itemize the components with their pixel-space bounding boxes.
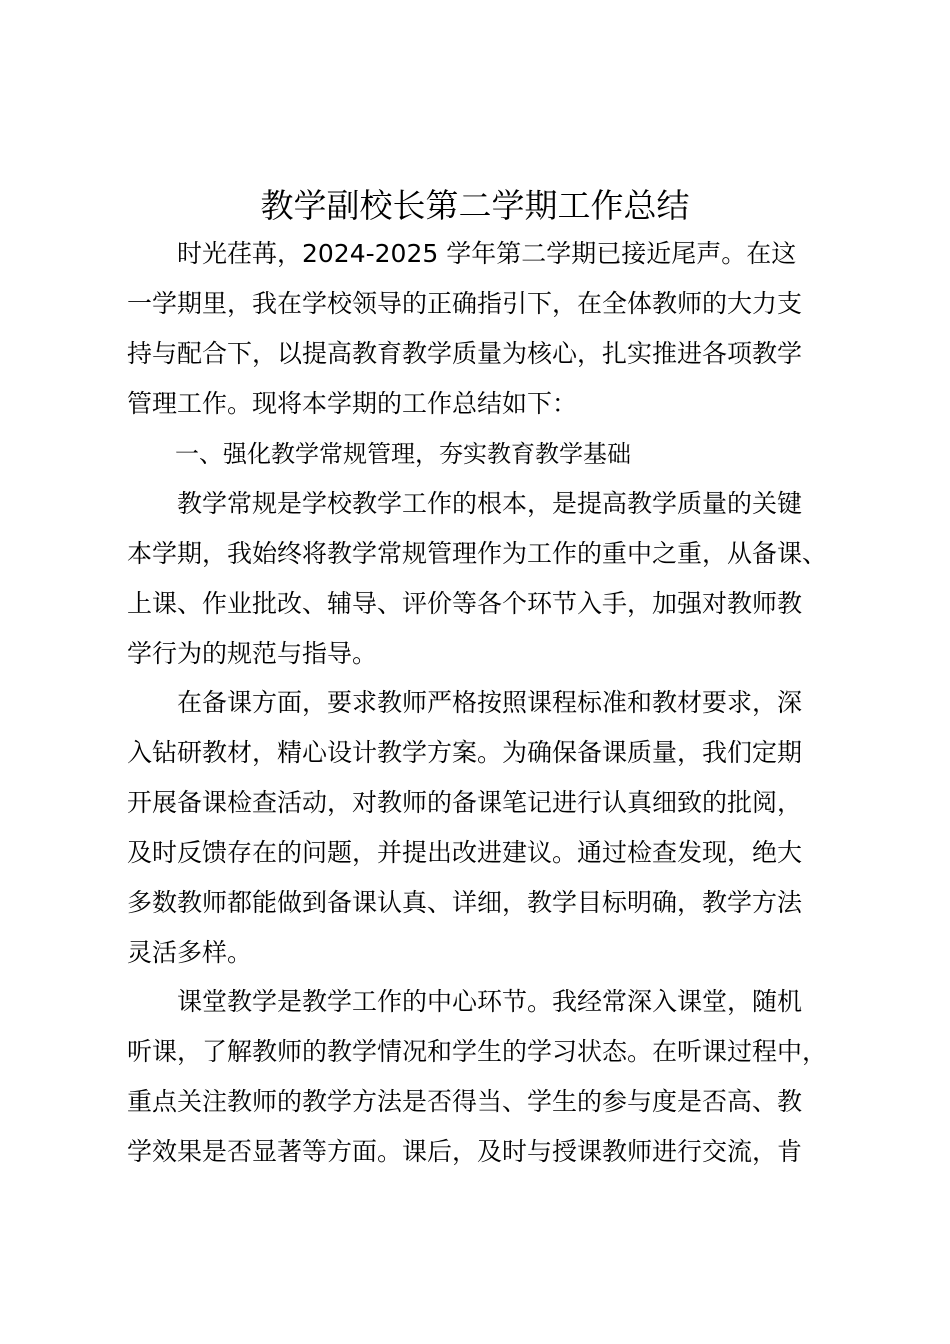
body-line-18: 重点关注教师的教学方法是否得当、学生的参与度是否高、教 [127, 1087, 803, 1116]
body-line-2: 一学期里，我在学校领导的正确指引下，在全体教师的大力支 [127, 289, 803, 318]
body-line-19: 学效果是否显著等方面。课后，及时与授课教师进行交流，肯 [127, 1137, 803, 1166]
body-line-10: 在备课方面，要求教师严格按照课程标准和教材要求，深 [127, 688, 803, 717]
body-line-16: 课堂教学是教学工作的中心环节。我经常深入课堂，随机 [127, 987, 803, 1016]
body-line-15: 灵活多样。 [127, 938, 253, 967]
body-line-13: 及时反馈存在的问题，并提出改进建议。通过检查发现，绝大 [127, 838, 803, 867]
body-line-9: 学行为的规范与指导。 [127, 639, 378, 668]
body-line-6: 教学常规是学校教学工作的根本，是提高教学质量的关键 [127, 489, 803, 518]
body-line-4: 管理工作。现将本学期的工作总结如下： [127, 389, 578, 418]
body-line-17: 听课，了解教师的教学情况和学生的学习状态。在听课过程中， [127, 1037, 828, 1066]
body-line-8: 上课、作业批改、辅导、评价等各个环节入手，加强对教师教 [127, 589, 803, 618]
body-line-3: 持与配合下，以提高教育教学质量为核心，扎实推进各项教学 [127, 339, 803, 368]
document-title: 教学副校长第二学期工作总结 [260, 186, 690, 225]
body-line-11: 入钻研教材，精心设计教学方案。为确保备课质量，我们定期 [127, 738, 803, 767]
body-line-1: 时光荏苒，2024-2025 学年第二学期已接近尾声。在这 [127, 239, 797, 268]
section-heading-1: 一、强化教学常规管理，夯实教育教学基础 [127, 440, 631, 468]
body-line-7: 本学期，我始终将教学常规管理作为工作的重中之重，从备课、 [127, 539, 828, 568]
body-line-12: 开展备课检查活动，对教师的备课笔记进行认真细致的批阅， [127, 788, 803, 817]
body-line-14: 多数教师都能做到备课认真、详细，教学目标明确，教学方法 [127, 888, 803, 917]
